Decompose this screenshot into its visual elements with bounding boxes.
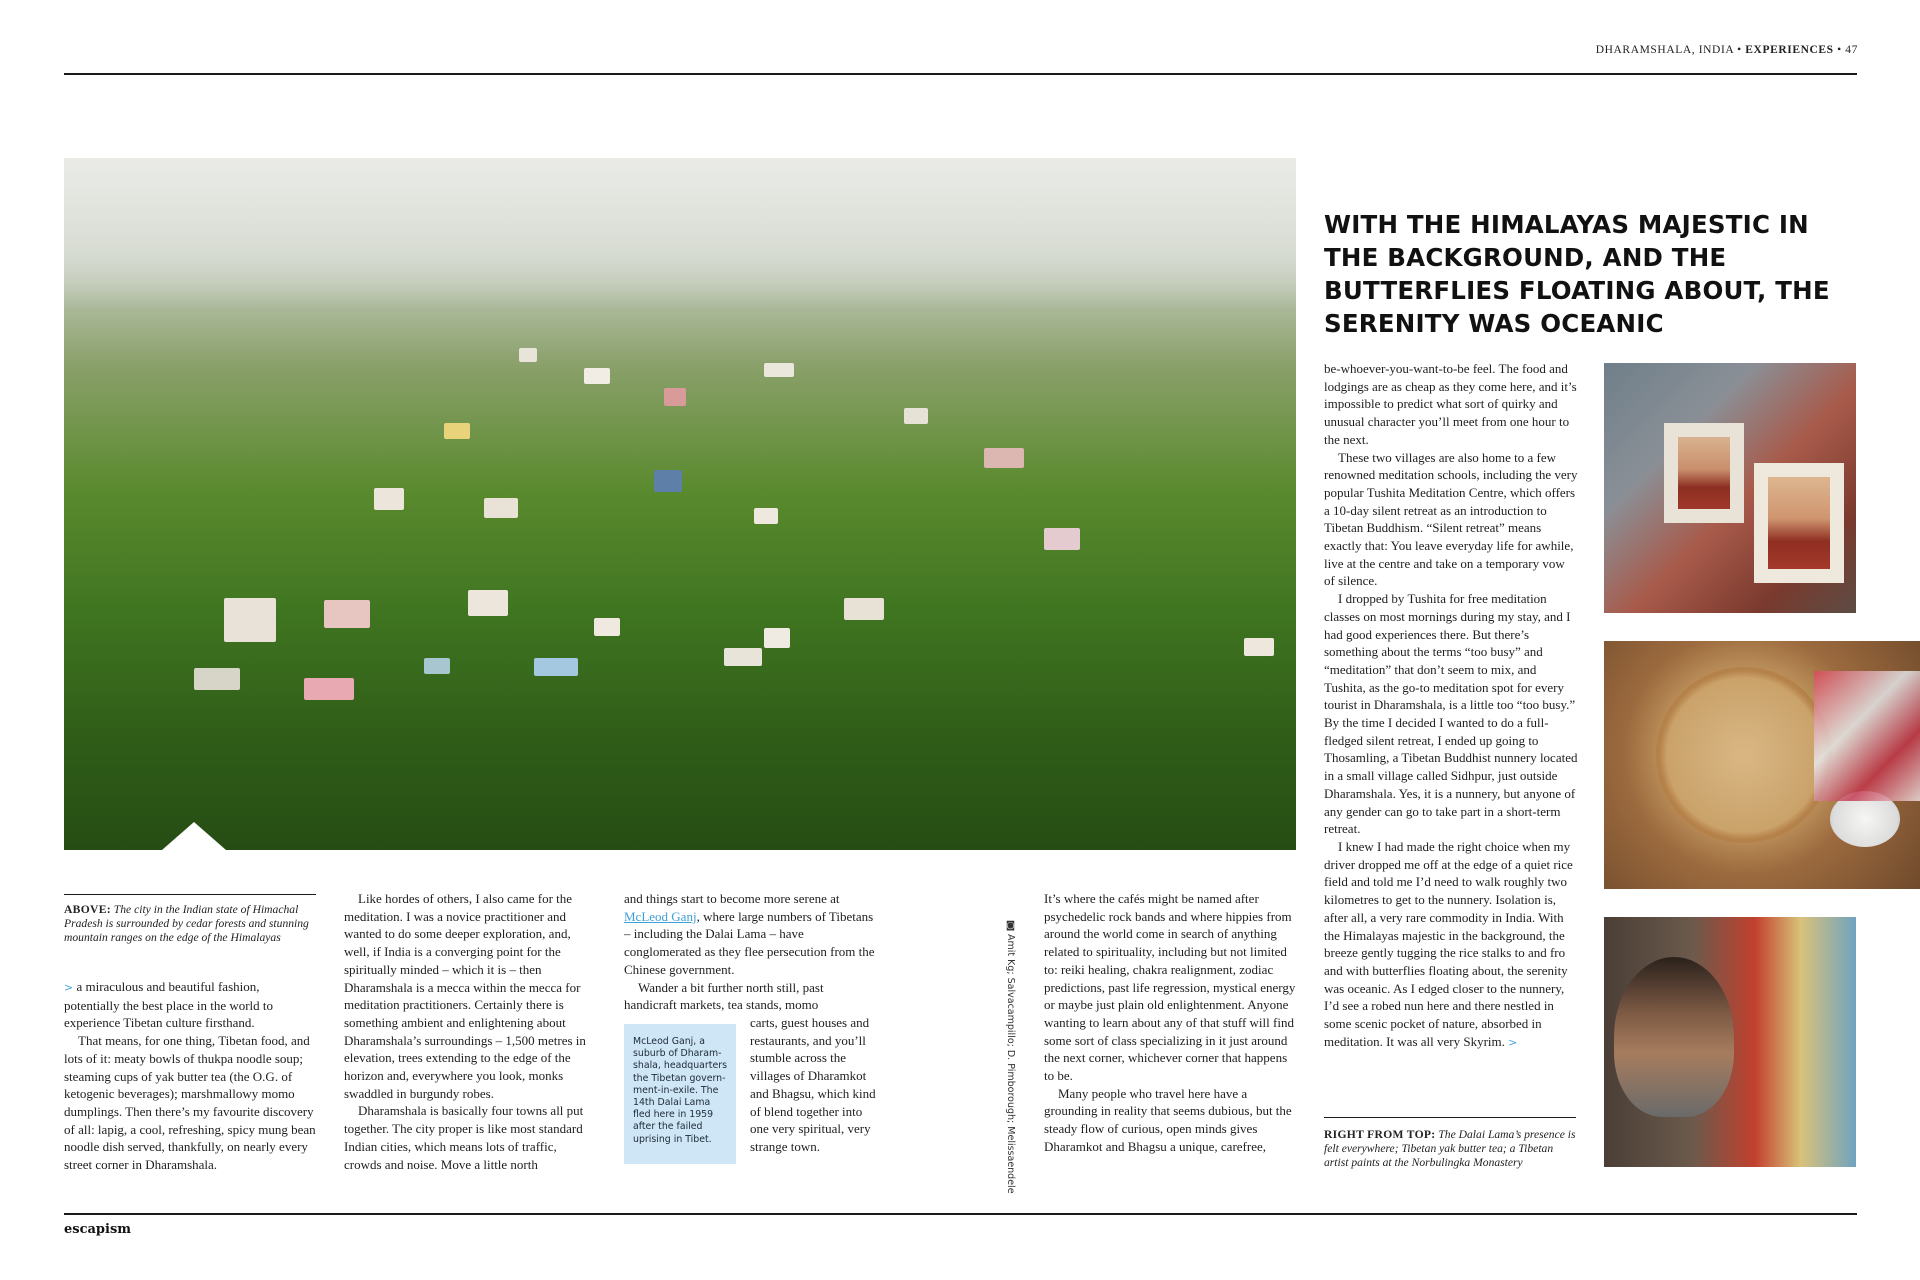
- chevron-right-icon: >: [64, 981, 74, 994]
- hero-house: [444, 423, 470, 439]
- top-rule: [64, 73, 1857, 75]
- chevron-right-icon: >: [1508, 1035, 1518, 1049]
- hero-house: [324, 600, 370, 628]
- col5-p4-text: I knew I had made the right choice when my driver dropped me off at the edge of a quiet rice field and told me I’d need to walk roughly two kilometres to get to the nunnery. Isolation is, after all, a very rare commodity in India. With the Himalayas majestic in the background, the breeze gently tugging the rice stalks to and fro and with butterflies floating about, the serenity was oceanic. As I edged closer to the nunnery, I’d see a robed nun here and there nestled in some scenic pocket of nature, absorbed in meditation. It was all very Skyrim.: [1324, 838, 1573, 1049]
- portrait-card: [1754, 463, 1844, 583]
- hero-house: [304, 678, 354, 700]
- col4-paragraph-2: Many people who travel here have a grounding in reality that seems dubious, but the steady flow of curious, open minds gives Dharamkot and Bhagsu a unique, carefree,: [1044, 1085, 1292, 1154]
- col5-paragraph-3: I dropped by Tushita for free meditation classes on most mornings during my stay, and I had good experiences there. But there’s something about the terms “too busy” and “meditation” that don’t seem to mix, and Tushita, as the go-to meditation spot for every tourist in Dharamshala, is a little too “too busy.” By the time I decided I wanted to do a full-fledged silent retreat, I ended up going to Thosamling, a Tibetan Buddhist nunnery located in a small village called Sidhpur, just outside Dharamshala. Yes, it is a nunnery, but anyone of any gender can go to take part in a short-term retreat.: [1324, 591, 1578, 837]
- hero-house: [584, 368, 610, 384]
- col4-paragraph-1: It’s where the cafés might be named after psychedelic rock bands and where hippies from around the world come in search of anything related to spirituality, including but not limited to: reiki healing, chakra realignment, zodiac predictions, past life regression, mystical energy or maybe just plain old enlightenment. Anyone wanting to learn about any of that stuff will find some sort of class specializing in it just around the next corner, whichever corner that happens to be.: [1044, 891, 1296, 1084]
- hero-house: [224, 598, 276, 642]
- magazine-logo: escapism: [64, 1222, 132, 1237]
- hero-house: [534, 658, 578, 676]
- col3-paragraph-2-rest: carts, guest houses and restaurants, and you’ll stumble across the villages of Dharamkot and Bhagsu, which kind of blend together into one very spiritual, very strange town.: [750, 1015, 876, 1154]
- col3-paragraph-2-top: Wander a bit further north still, past handicraft markets, tea stands, momo: [624, 979, 824, 1013]
- headline-text: WITH THE HIMALAYAS MAJESTIC IN THE BACKGROUND, AND THE BUTTERFLIES FLOATING ABOUT, THE SERENITY WAS OCEANIC: [1324, 210, 1830, 338]
- napkin: [1814, 671, 1920, 801]
- photo-credit-text: Amit Kg; Salvacampillo; D. Pimborough; Melissaendele: [1005, 934, 1016, 1194]
- col5-paragraph-4: [1324, 838, 1578, 1051]
- col1-paragraph-1: [64, 978, 316, 1032]
- hero-house: [374, 488, 404, 510]
- tea-bowl: [1656, 667, 1832, 843]
- col1-paragraph-2: That means, for one thing, Tibetan food, and lots of it: meaty bowls of thukpa noodle soup; steaming cups of yak butter tea (the O.G. of ketogenic beverages); marshmallowy momo dumplings. Then there’s my favourite discovery of all: lapig, a cool, refreshing, spicy mung bean noodle dish served, thankfully, on nearly every street corner in Dharamshala.: [64, 1033, 316, 1173]
- caption-right: [1324, 1128, 1576, 1170]
- portrait-image: [1768, 477, 1830, 569]
- hero-house: [654, 470, 682, 492]
- camera-icon: ◙: [1005, 920, 1016, 931]
- col5-paragraph-1: be-whoever-you-want-to-be feel. The food and lodgings are as cheap as they come here, and it’s impossible to predict what sort of quirky and unusual character you’ll meet from one hour to the next.: [1324, 361, 1577, 447]
- hero-house: [519, 348, 537, 362]
- photo-yak-butter-tea: [1604, 641, 1920, 889]
- col3-paragraph-1: [624, 890, 876, 979]
- header-location: DHARAMSHALA, INDIA: [1595, 44, 1734, 56]
- hero-house: [764, 363, 794, 377]
- hero-house: [484, 498, 518, 518]
- body-column-5: [1324, 360, 1578, 1051]
- body-column-2: [344, 890, 596, 1173]
- sidebar-note-box: [624, 1024, 736, 1164]
- hero-house: [754, 508, 778, 524]
- col5-paragraph-2: These two villages are also home to a few renowned meditation schools, including the very popular Tushita Meditation Centre, which offers a 10-day silent retreat as an introduction to Tibetan Buddhism. “Silent retreat” means exactly that: You leave everyday life for awhile, live at the centre and take on a temporary vow of silence.: [1324, 449, 1578, 589]
- hero-house: [424, 658, 450, 674]
- hero-house: [724, 648, 762, 666]
- portrait-card: [1664, 423, 1744, 523]
- mcleod-ganj-link[interactable]: McLeod Ganj: [624, 908, 697, 924]
- hero-house: [1044, 528, 1080, 550]
- hero-house: [594, 618, 620, 636]
- caption-above: [64, 903, 316, 945]
- caption-right-label: RIGHT FROM TOP:: [1324, 1128, 1436, 1141]
- hero-house: [1244, 638, 1274, 656]
- bottom-rule: [64, 1213, 1857, 1215]
- body-column-1: [64, 978, 316, 1174]
- col3-p1-before: and things start to become more serene at: [624, 891, 840, 906]
- caption-above-text: The city in the Indian state of Himachal Pradesh is surrounded by cedar forests and stunning mountain ranges on the edge of the Himalayas: [64, 903, 309, 944]
- photo-dalai-lama-portraits: [1604, 363, 1856, 613]
- hero-house: [844, 598, 884, 620]
- page-number: 47: [1845, 44, 1858, 56]
- col3-p1-after: , where large numbers of Tibetans – including the Dalai Lama – have conglomerated as they flee persecution from the Chinese government.: [624, 908, 875, 977]
- caption-above-label: ABOVE:: [64, 903, 111, 916]
- body-column-3: [624, 890, 876, 1014]
- hero-house: [194, 668, 240, 690]
- photo-credit: [1000, 920, 1016, 1194]
- caption-rule: [64, 894, 316, 895]
- body-column-3-continued: [750, 1014, 878, 1156]
- pull-quote-headline: [1324, 208, 1864, 340]
- photo-tibetan-artist-painting: [1604, 917, 1856, 1167]
- hero-house: [764, 628, 790, 648]
- col1-p1-text: a miraculous and beautiful fashion, potentially the best place in the world to experience Tibetan culture firsthand.: [64, 979, 274, 1031]
- hero-house: [468, 590, 508, 616]
- caption-right-text: The Dalai Lama’s presence is felt everywhere; Tibetan yak butter tea; a Tibetan artist paints at the Norbulingka Monastery: [1324, 1128, 1576, 1169]
- caption-right-rule: [1324, 1117, 1576, 1118]
- header-section: EXPERIENCES: [1745, 44, 1834, 56]
- sidebar-note-text: McLeod Ganj, a suburb of Dharam-shala, headquarters the Tibetan govern-ment-in-exile. The 14th Dalai Lama fled here in 1959 after the failed uprising in Tibet.: [633, 1036, 727, 1145]
- hero-house: [664, 388, 686, 406]
- hero-house: [984, 448, 1024, 468]
- artist-figure: [1614, 957, 1734, 1117]
- hero-fog: [64, 158, 1296, 308]
- header-bullet-2: •: [1837, 44, 1842, 56]
- portrait-image: [1678, 437, 1730, 509]
- header-bullet: •: [1737, 44, 1742, 56]
- col2-paragraph-1: Like hordes of others, I also came for the meditation. I was a novice practitioner and wanted to do some deeper exploration, and, well, if India is a converging point for the spiritually minded – which it is – then Dharamshala is a mecca within the mecca for meditation practitioners. Certainly there is something ambient and enlightening about Dharamshala’s surroundings – 1,500 metres in elevation, trees extending to the edge of the horizon and, everywhere you look, monks swaddled in burgundy robes.: [344, 891, 586, 1101]
- col2-paragraph-2: Dharamshala is basically four towns all put together. The city proper is like most standard Indian cities, which means lots of traffic, crowds and noise. Move a little north: [344, 1103, 584, 1172]
- hero-photo-hillside-town: [64, 158, 1296, 850]
- hero-notch: [162, 822, 226, 850]
- running-header: [1596, 44, 1858, 56]
- body-column-4: [1044, 890, 1296, 1156]
- hero-house: [904, 408, 928, 424]
